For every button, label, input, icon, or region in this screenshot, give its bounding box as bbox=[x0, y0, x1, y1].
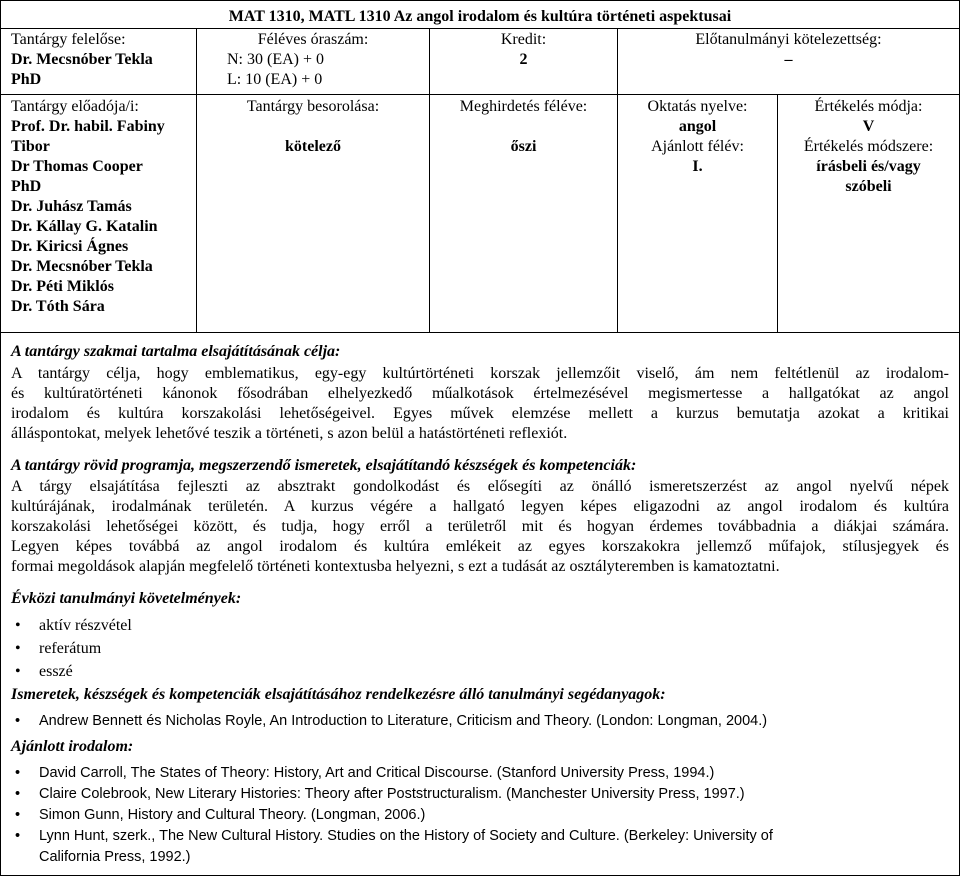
classification-cell bbox=[197, 97, 429, 157]
requirements-heading: Évközi tanulmányi követelmények: bbox=[11, 590, 242, 607]
eval-method-label: Értékelés módszere: bbox=[803, 138, 934, 155]
list-item: • esszé bbox=[11, 660, 132, 683]
aim-heading: A tantárgy szakmai tartalma elsajátításának célja: bbox=[11, 343, 341, 360]
divider bbox=[617, 28, 618, 332]
credit-value: 2 bbox=[519, 51, 528, 68]
program-line: Legyen képes továbbá az angol irodalom és kultúra emlékeit az egyes korszakokra jellemző műfajok, stílusjegyek és bbox=[11, 538, 949, 555]
aim-line: és kultúratörténeti kánonok fősodrában elhelyezkedő műalkotások értelmezésével megismertesse a hallgatókat az angol bbox=[11, 385, 949, 402]
lecturer-name: Dr. Tóth Sára bbox=[11, 298, 105, 315]
recommended-semester-label: Ajánlott félév: bbox=[651, 138, 744, 155]
divider bbox=[1, 332, 959, 333]
lecturers-label: Tantárgy előadója/i: bbox=[11, 98, 139, 115]
classification-value: kötelező bbox=[285, 138, 341, 155]
lecturer-name: Dr. Juhász Tamás bbox=[11, 198, 132, 215]
responsible-cell bbox=[11, 30, 153, 90]
eval-mode-label: Értékelés módja: bbox=[814, 98, 923, 115]
hours-cell bbox=[197, 30, 429, 90]
page-title: MAT 1310, MATL 1310 Az angol irodalom és kultúra történeti aspektusai bbox=[228, 8, 732, 25]
credit-label: Kredit: bbox=[500, 31, 547, 48]
language-cell bbox=[618, 97, 777, 177]
program-line: korszakolási lehetőségei között, és tudja, hogy erről a területről mit és hogyan érdemes továbbadnia a diákjai számára. bbox=[11, 518, 949, 535]
responsible-label: Tantárgy felelőse: bbox=[11, 31, 126, 48]
lecturer-name: Dr. Mecsnóber Tekla bbox=[11, 258, 153, 275]
list-item: • referátum bbox=[11, 637, 132, 660]
list-item: • Simon Gunn, History and Cultural Theory. (Longman, 2006.) bbox=[11, 805, 773, 826]
divider bbox=[429, 28, 430, 332]
lecturer-name: Dr Thomas Cooper bbox=[11, 158, 143, 175]
program-heading: A tantárgy rövid programja, megszerzendő ismeretek, elsajátítandó készségek és kompetenciák: bbox=[11, 457, 637, 474]
lecturer-name: Tibor bbox=[11, 138, 50, 155]
eval-mode-value: V bbox=[862, 118, 875, 135]
lecturer-name: Prof. Dr. habil. Fabiny bbox=[11, 118, 165, 135]
responsible-name: Dr. Mecsnóber Tekla bbox=[11, 51, 153, 68]
lecturer-name: PhD bbox=[11, 178, 42, 195]
classification-label: Tantárgy besorolása: bbox=[246, 98, 380, 115]
list-item: • Claire Colebrook, New Literary Histories: Theory after Poststructuralism. (Manchester University Press, 1997.) bbox=[11, 784, 773, 805]
program-line: kultúrájának, irodalmának területén. A kurzus végére a hallgató legyen képes eligazodni az angol irodalom és kultúra bbox=[11, 498, 949, 515]
hours-label: Féléves óraszám: bbox=[257, 31, 369, 48]
prereq-label: Előtanulmányi kötelezettség: bbox=[695, 31, 882, 48]
semester-cell bbox=[430, 97, 617, 157]
list-item bbox=[11, 826, 773, 868]
recommended-list bbox=[11, 763, 773, 868]
requirements-list bbox=[11, 614, 132, 683]
prereq-cell bbox=[618, 30, 959, 70]
hours-n: N: 30 (EA) + 0 bbox=[227, 51, 325, 68]
list-item: • Andrew Bennett és Nicholas Royle, An Introduction to Literature, Criticism and Theory. (London: Longman, 2004.) bbox=[11, 711, 767, 731]
divider bbox=[1, 28, 959, 29]
lecturer-name: Dr. Kállay G. Katalin bbox=[11, 218, 158, 235]
materials-heading: Ismeretek, készségek és kompetenciák elsajátításához rendelkezésre álló tanulmányi segédanyagok: bbox=[11, 686, 666, 703]
eval-method-value: szóbeli bbox=[845, 178, 892, 195]
prereq-value: – bbox=[784, 51, 793, 68]
program-text bbox=[11, 477, 949, 577]
hours-l: L: 10 (EA) + 0 bbox=[227, 71, 323, 88]
aim-text bbox=[11, 364, 949, 444]
materials-list bbox=[11, 711, 767, 731]
lecturers-cell bbox=[11, 97, 165, 317]
eval-method-value: írásbeli és/vagy bbox=[816, 158, 921, 175]
language-value: angol bbox=[678, 118, 717, 135]
reference-line: • Lynn Hunt, szerk., The New Cultural History. Studies on the History of Society and Culture. (Berkeley: University of bbox=[39, 828, 773, 844]
semester-value: őszi bbox=[510, 138, 537, 155]
recommended-semester-value: I. bbox=[692, 158, 703, 175]
list-item: • David Carroll, The States of Theory: History, Art and Critical Discourse. (Stanford University Press, 1994.) bbox=[11, 763, 773, 784]
program-line: formai megoldások alapján megfelelő történeti kontextusba helyezni, s ezt a tudását az osztályteremben is kamatoztatni. bbox=[11, 558, 780, 575]
aim-line: A tantárgy célja, hogy emblematikus, egy-egy kultúrtörténeti korszak jellemzőit viselő, ám nem feltétlenül az irodalom- bbox=[11, 365, 949, 382]
aim-line: álláspontokat, melyek lehetővé teszik a történeti, s azon belül a hatástörténeti reflexiót. bbox=[11, 425, 568, 442]
reference-line: California Press, 1992.) bbox=[39, 849, 191, 865]
lecturer-name: Dr. Péti Miklós bbox=[11, 278, 114, 295]
divider bbox=[196, 94, 959, 95]
recommended-heading: Ajánlott irodalom: bbox=[11, 738, 134, 755]
divider bbox=[1, 94, 196, 95]
list-item: • aktív részvétel bbox=[11, 614, 132, 637]
language-label: Oktatás nyelve: bbox=[647, 98, 748, 115]
aim-line: irodalom és kultúra korszakolási lehetőségeivel. Egyes művek elemzése mellett a kurzus bemutatja azokat a kritikai bbox=[11, 405, 949, 422]
semester-label: Meghirdetés féléve: bbox=[459, 98, 588, 115]
responsible-degree: PhD bbox=[11, 71, 42, 88]
credit-cell bbox=[430, 30, 617, 70]
evaluation-cell bbox=[778, 97, 959, 197]
program-line: A tárgy elsajátítása fejleszti az absztrakt gondolkodást és elősegíti az önálló ismeretszerzést az angol nyelvű népek bbox=[11, 478, 949, 495]
lecturer-name: Dr. Kiricsi Ágnes bbox=[11, 238, 129, 255]
